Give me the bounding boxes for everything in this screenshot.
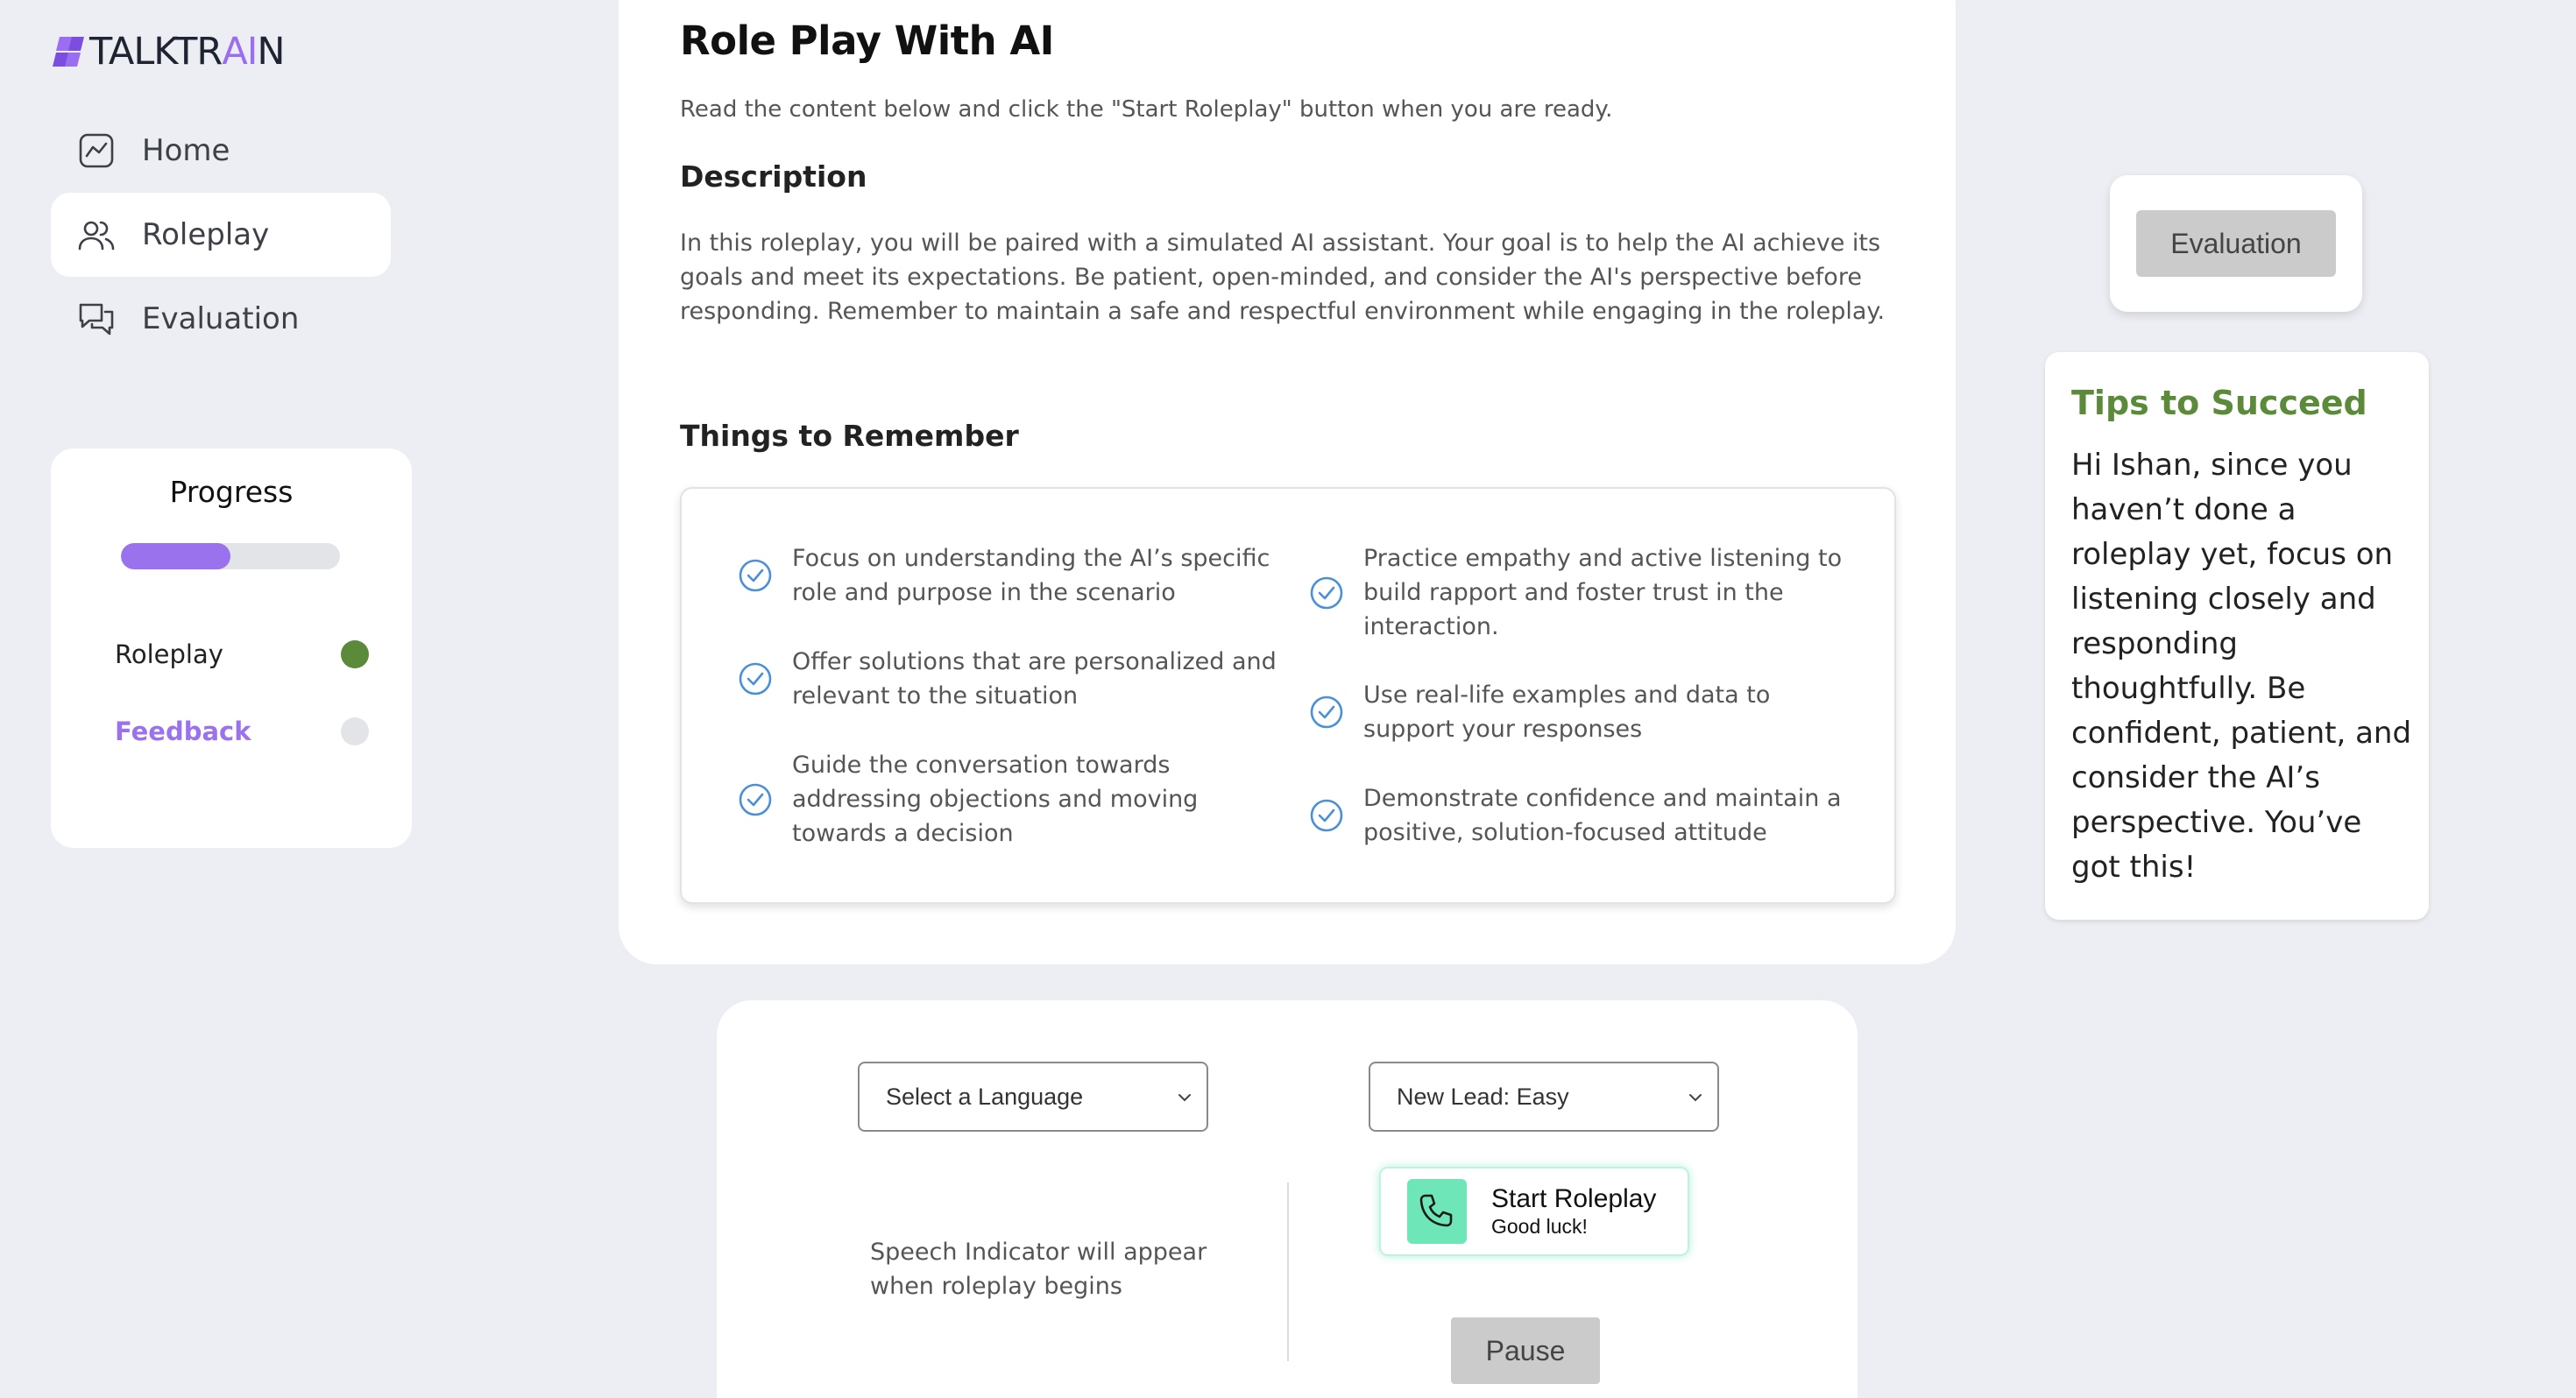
list-item-text: Offer solutions that are personalized and relevant to the situation — [792, 648, 1277, 710]
pause-button[interactable]: Pause — [1451, 1317, 1600, 1384]
sidebar-item-evaluation[interactable] — [51, 277, 391, 361]
list-item — [738, 645, 1283, 713]
sidebar-item-home[interactable] — [51, 109, 391, 193]
check-circle-icon — [738, 782, 773, 817]
progress-title: Progress — [169, 475, 294, 509]
check-circle-icon — [1309, 798, 1344, 833]
app-logo[interactable] — [53, 30, 285, 74]
chat-bubbles-icon — [77, 300, 116, 338]
description-text: In this roleplay, you will be paired with a simulated AI assistant. Your goal is to help the AI achieve its goals and meet its expectations. Be patient, open-minded, and consider the AI's perspective before responding. Remember to maintain a safe and respectful environment while engaging in the roleplay. — [680, 229, 1886, 325]
list-item-text: Guide the conversation towards addressing objections and moving towards a decision — [792, 752, 1199, 847]
evaluation-button[interactable]: Evaluation — [2136, 210, 2336, 277]
check-circle-icon — [738, 558, 773, 593]
status-dot — [341, 640, 369, 668]
remember-heading: Things to Remember — [680, 419, 1019, 453]
sidebar-item-label: Home — [142, 133, 230, 168]
start-roleplay-label: Start Roleplay — [1491, 1184, 1657, 1213]
tips-body: Hi Ishan, since you haven’t done a roleplay yet, focus on listening closely and responding thoughtfully. Be confident, patient, and consider the AI’s perspective. You’ve got this! — [2071, 448, 2412, 885]
chevron-down-icon — [1175, 1088, 1194, 1107]
list-item-text: Use real-life examples and data to support your responses — [1363, 681, 1771, 743]
speech-indicator-placeholder: Speech Indicator will appear when roleplay begins — [870, 1239, 1207, 1300]
check-circle-icon — [738, 661, 773, 696]
list-item — [1309, 678, 1854, 746]
sidebar-item-label: Roleplay — [142, 217, 270, 252]
list-item-text: Demonstrate confidence and maintain a positive, solution-focused attitude — [1363, 785, 1842, 846]
sidebar-nav — [51, 109, 391, 361]
list-item — [738, 541, 1283, 610]
description-heading: Description — [680, 159, 867, 194]
tips-title: Tips to Succeed — [2071, 384, 2367, 422]
step-label: Feedback — [115, 717, 251, 746]
chevron-down-icon — [1686, 1088, 1705, 1107]
list-item-text: Practice empathy and active listening to build rapport and foster trust in the interaction. — [1363, 545, 1843, 640]
scenario-select[interactable] — [1369, 1062, 1719, 1132]
sidebar-item-roleplay[interactable] — [51, 193, 391, 277]
progress-step-feedback — [115, 717, 369, 746]
panel-divider — [1287, 1183, 1289, 1361]
intro-text: Read the content below and click the "Start Roleplay" button when you are ready. — [680, 96, 1613, 123]
progress-bar — [121, 543, 340, 569]
scenario-select-value: New Lead: Easy — [1397, 1083, 1569, 1110]
start-roleplay-sublabel: Good luck! — [1491, 1215, 1588, 1238]
phone-icon — [1417, 1191, 1457, 1232]
page-title: Role Play With AI — [680, 18, 1054, 64]
progress-step-roleplay — [115, 639, 369, 669]
check-circle-icon — [1309, 575, 1344, 611]
language-select[interactable] — [858, 1062, 1208, 1132]
users-icon — [77, 215, 116, 254]
step-label: Roleplay — [115, 639, 223, 669]
list-item — [738, 748, 1283, 851]
status-dot — [341, 717, 369, 745]
language-select-value: Select a Language — [886, 1083, 1084, 1110]
check-circle-icon — [1309, 695, 1344, 730]
start-roleplay-button[interactable] — [1379, 1167, 1689, 1256]
logo-text: TALKTR AI N — [89, 30, 285, 74]
start-roleplay-text — [1491, 1184, 1656, 1239]
remember-list — [680, 487, 1896, 904]
phone-icon-box — [1407, 1179, 1467, 1244]
evaluation-card — [2110, 175, 2362, 312]
logo-mark-icon — [53, 33, 86, 70]
list-item — [1309, 541, 1854, 644]
progress-card — [51, 448, 412, 848]
sidebar-item-label: Evaluation — [142, 301, 300, 336]
progress-bar-fill — [121, 543, 230, 569]
tips-card — [2045, 352, 2429, 920]
list-item — [1309, 781, 1854, 850]
chart-line-icon — [77, 131, 116, 170]
list-item-text: Focus on understanding the AI’s specific role and purpose in the scenario — [792, 545, 1270, 606]
